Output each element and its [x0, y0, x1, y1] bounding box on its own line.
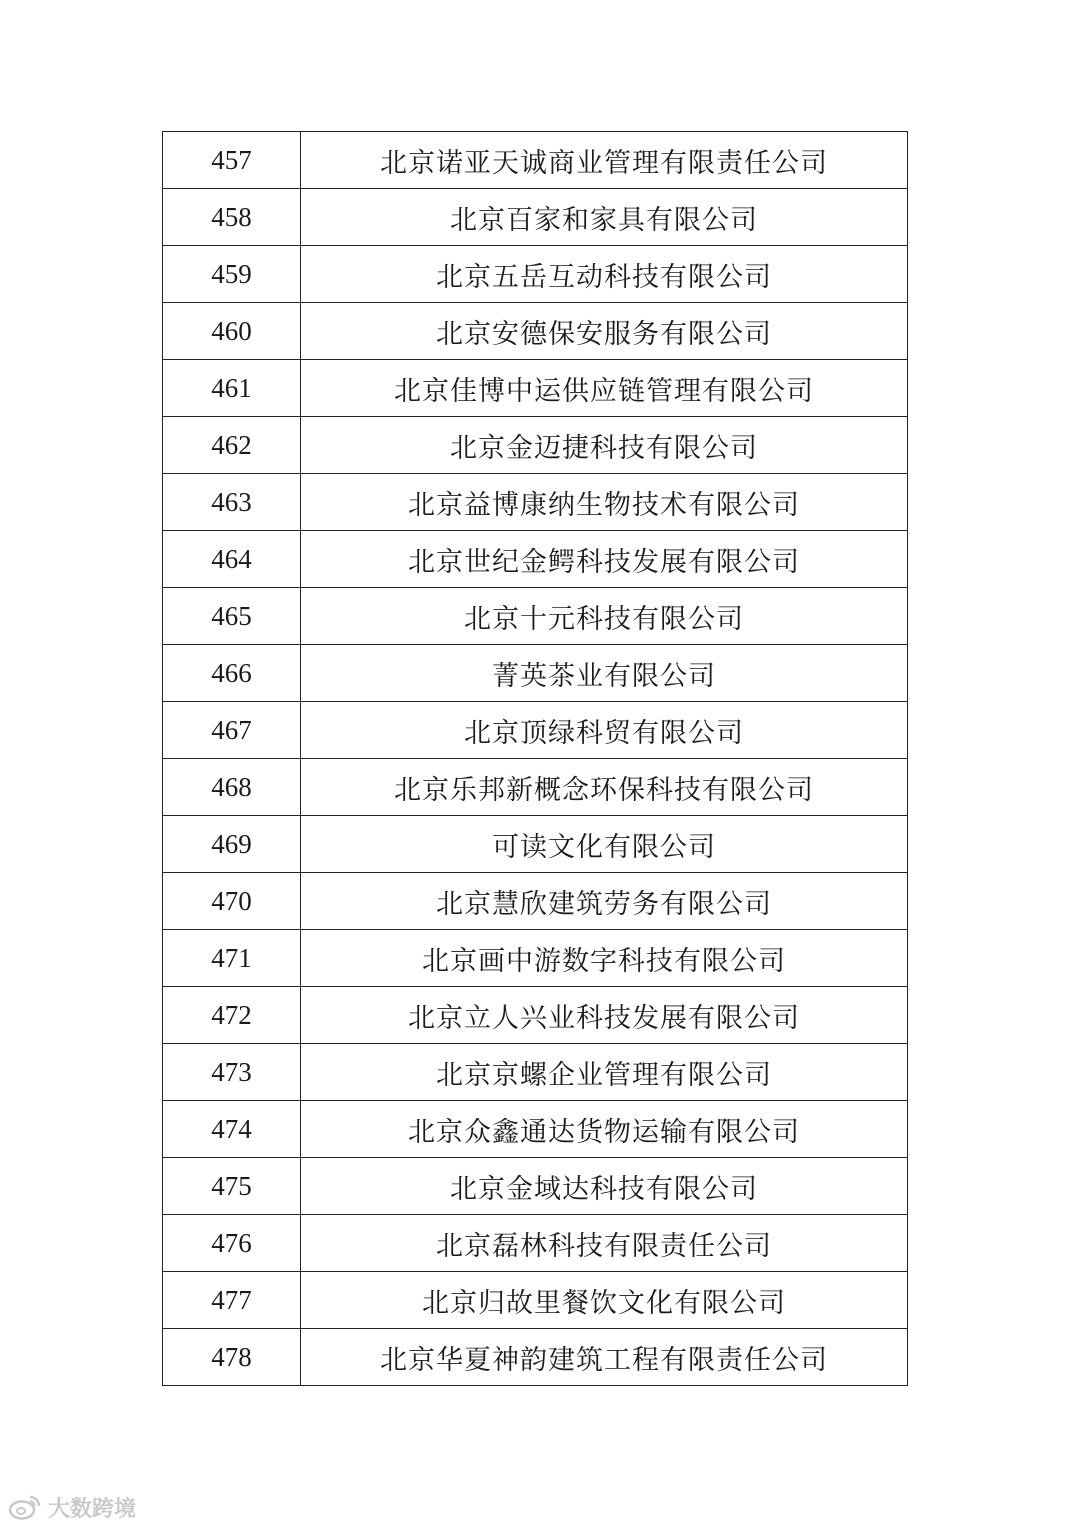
table-row: [163, 1158, 908, 1215]
table-row: [163, 303, 908, 360]
company-name-cell: 菁英茶业有限公司: [301, 645, 908, 702]
table-row: [163, 588, 908, 645]
row-number-cell: 468: [163, 759, 301, 816]
watermark-text: 大数跨境: [48, 1496, 137, 1522]
table-row: [163, 417, 908, 474]
company-name-cell: 北京世纪金鳄科技发展有限公司: [301, 531, 908, 588]
table-row: [163, 1329, 908, 1386]
company-name-cell: 北京五岳互动科技有限公司: [301, 246, 908, 303]
row-number-cell: 476: [163, 1215, 301, 1272]
company-name-cell: 北京十元科技有限公司: [301, 588, 908, 645]
company-name-cell: 可读文化有限公司: [301, 816, 908, 873]
row-number-cell: 461: [163, 360, 301, 417]
table-row: [163, 132, 908, 189]
company-name-cell: 北京京螺企业管理有限公司: [301, 1044, 908, 1101]
company-name-cell: 北京益博康纳生物技术有限公司: [301, 474, 908, 531]
row-number-cell: 465: [163, 588, 301, 645]
table-row: [163, 1272, 908, 1329]
table-row: [163, 987, 908, 1044]
table-row: [163, 531, 908, 588]
company-name-cell: 北京安德保安服务有限公司: [301, 303, 908, 360]
company-name-cell: 北京乐邦新概念环保科技有限公司: [301, 759, 908, 816]
row-number-cell: 466: [163, 645, 301, 702]
row-number-cell: 467: [163, 702, 301, 759]
row-number-cell: 457: [163, 132, 301, 189]
row-number-cell: 463: [163, 474, 301, 531]
table-row: [163, 816, 908, 873]
row-number-cell: 472: [163, 987, 301, 1044]
company-list-table: [162, 131, 908, 1386]
table-row: [163, 1215, 908, 1272]
row-number-cell: 470: [163, 873, 301, 930]
company-name-cell: 北京金迈捷科技有限公司: [301, 417, 908, 474]
table-row: [163, 360, 908, 417]
company-name-cell: 北京归故里餐饮文化有限公司: [301, 1272, 908, 1329]
table-row: [163, 246, 908, 303]
row-number-cell: 475: [163, 1158, 301, 1215]
table-row: [163, 189, 908, 246]
row-number-cell: 474: [163, 1101, 301, 1158]
row-number-cell: 464: [163, 531, 301, 588]
table-row: [163, 474, 908, 531]
row-number-cell: 471: [163, 930, 301, 987]
table-row: [163, 873, 908, 930]
table-row: [163, 759, 908, 816]
table-row: [163, 702, 908, 759]
table-row: [163, 1044, 908, 1101]
row-number-cell: 477: [163, 1272, 301, 1329]
row-number-cell: 459: [163, 246, 301, 303]
company-name-cell: 北京画中游数字科技有限公司: [301, 930, 908, 987]
table-row: [163, 1101, 908, 1158]
company-name-cell: 北京顶绿科贸有限公司: [301, 702, 908, 759]
company-name-cell: 北京金域达科技有限公司: [301, 1158, 908, 1215]
row-number-cell: 469: [163, 816, 301, 873]
company-name-cell: 北京慧欣建筑劳务有限公司: [301, 873, 908, 930]
company-name-cell: 北京众鑫通达货物运输有限公司: [301, 1101, 908, 1158]
row-number-cell: 458: [163, 189, 301, 246]
company-name-cell: 北京磊林科技有限责任公司: [301, 1215, 908, 1272]
table-body: [163, 132, 908, 1386]
company-name-cell: 北京立人兴业科技发展有限公司: [301, 987, 908, 1044]
company-name-cell: 北京诺亚天诚商业管理有限责任公司: [301, 132, 908, 189]
row-number-cell: 462: [163, 417, 301, 474]
company-name-cell: 北京百家和家具有限公司: [301, 189, 908, 246]
row-number-cell: 460: [163, 303, 301, 360]
company-name-cell: 北京佳博中运供应链管理有限公司: [301, 360, 908, 417]
row-number-cell: 473: [163, 1044, 301, 1101]
table-row: [163, 930, 908, 987]
watermark: [8, 1490, 136, 1524]
company-name-cell: 北京华夏神韵建筑工程有限责任公司: [301, 1329, 908, 1386]
row-number-cell: 478: [163, 1329, 301, 1386]
weibo-logo-icon: [8, 1493, 42, 1521]
table-row: [163, 645, 908, 702]
